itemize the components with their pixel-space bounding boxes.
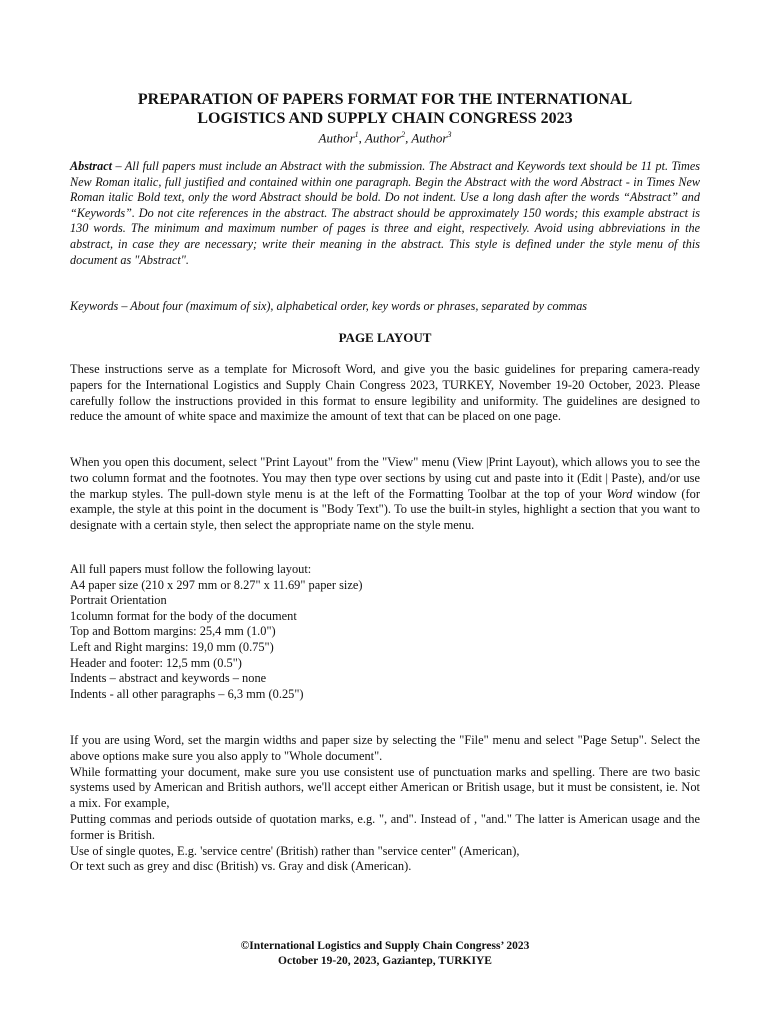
keywords-dash: – [118,299,131,313]
layout-requirements-list [70,562,700,702]
spelling-example-line: Or text such as grey and disc (British) vs. Gray and disk (American). [70,859,412,874]
author-separator: , [405,130,412,146]
word-emphasis: Word [606,486,633,501]
list-item: Indents – abstract and keywords – none [70,671,267,686]
list-item: Header and footer: 12,5 mm (0.5") [70,655,242,670]
instructions-paragraph [70,455,700,534]
commas-periods-line: Putting commas and periods outside of quotation marks, e.g. ", and". Instead of , "and." The latter is American usage and the former is British. [70,811,700,842]
title-line-2: LOGISTICS AND SUPPLY CHAIN CONGRESS 2023 [197,110,573,127]
list-item: Portrait Orientation [70,593,167,608]
author-separator: , [358,130,365,146]
keywords-paragraph [70,299,700,315]
list-item: Top and Bottom margins: 25,4 mm (1.0") [70,624,276,639]
footer-date-location: October 19-20, 2023, Gaziantep, TURKIYE [278,955,492,967]
list-item: Indents - all other paragraphs – 6,3 mm (0.25") [70,686,304,701]
closing-paragraphs [70,733,700,875]
author-1: Author [318,130,355,146]
section-heading: PAGE LAYOUT [338,330,432,345]
title-line-1: PREPARATION OF PAPERS FORMAT FOR THE INTERNATIONAL [137,91,633,108]
keywords-label: Keywords [70,299,119,313]
page-footer [70,939,700,969]
author-line [70,127,700,146]
list-item: 1column format for the body of the document [70,608,297,623]
footer-copyright: ©International Logistics and Supply Chain Congress’ 2023 [240,940,530,952]
instructions-text-b: window (for example, the style at this point in the document is "Body Text"). To use the built-in styles, highlight a section that you want to designate with a certain style, then select the appropriate name on the style menu. [70,486,700,533]
author-2-affiliation: 2 [401,130,406,139]
list-item: Left and Right margins: 19,0 mm (0.75") [70,639,274,654]
author-1-affiliation: 1 [354,130,359,139]
paper-title [70,90,700,128]
author-3-affiliation: 3 [447,130,452,139]
abstract-dash: – [111,159,125,173]
instructions-text-a: When you open this document, select "Print Layout" from the "View" menu (View |Print Layout), which allows you to see the two column format and the footnotes. You may then type over sections by using cut and paste into it (Edit | Paste), and/or use the markup styles. The pull-down style menu is at the left of the Formatting Toolbar at the top of your [70,455,700,501]
consistency-line: While formatting your document, make sure you use consistent use of punctuation marks and spelling. There are two basic systems used by American and British authors, we'll accept either American or British usage, but it must be consistent, ie. Not a mix. For example, [70,764,700,811]
list-item: A4 paper size (210 x 297 mm or 8.27" x 11.69" paper size) [70,577,363,592]
page-setup-line: If you are using Word, set the margin widths and paper size by selecting the "File" menu and select "Page Setup". Select the above options make sure you also apply to "Whole document". [70,733,700,763]
author-3: Author [411,130,448,146]
keywords-text: About four (maximum of six), alphabetical order, key words or phrases, separated by commas [130,299,588,313]
list-item: All full papers must follow the following layout: [70,562,312,576]
abstract-label: Abstract [70,159,112,173]
single-quotes-line: Use of single quotes, E.g. 'service centre' (British) rather than "service center" (American), [70,843,520,858]
intro-paragraph: These instructions serve as a template for Microsoft Word, and give you the basic guidelines for preparing camera-ready papers for the International Logistics and Supply Chain Congress 2023, TURKEY, November 19-20 October, 2023. Please carefully follow the instructions provided in this format to ensure legibility and uniformity. The guidelines are designed to reduce the amount of white space and maximize the amount of text that can be placed on one page. [70,362,700,424]
abstract-text: All full papers must include an Abstract with the submission. The Abstract and Keywords text should be 11 pt. Times New Roman italic, full justified and contained within one paragraph. Begin the Abstract with the word Abstract - in Times New Roman italic Bold text, only the word Abstract should be bold. Do not indent. Use a long dash after the words “Abstract” and “Keywords”. Do not cite references in the abstract. The abstract should be approximately 150 words; this example abstract is 130 words. The minimum and maximum number of pages is three and eight, respectively. Avoid using abbreviations in the abstract, in case they are necessary; write their meaning in the abstract. This style is defined under the style menu of this document as "Abstract". [70,159,700,267]
abstract-paragraph [70,159,700,268]
author-2: Author [364,130,402,146]
